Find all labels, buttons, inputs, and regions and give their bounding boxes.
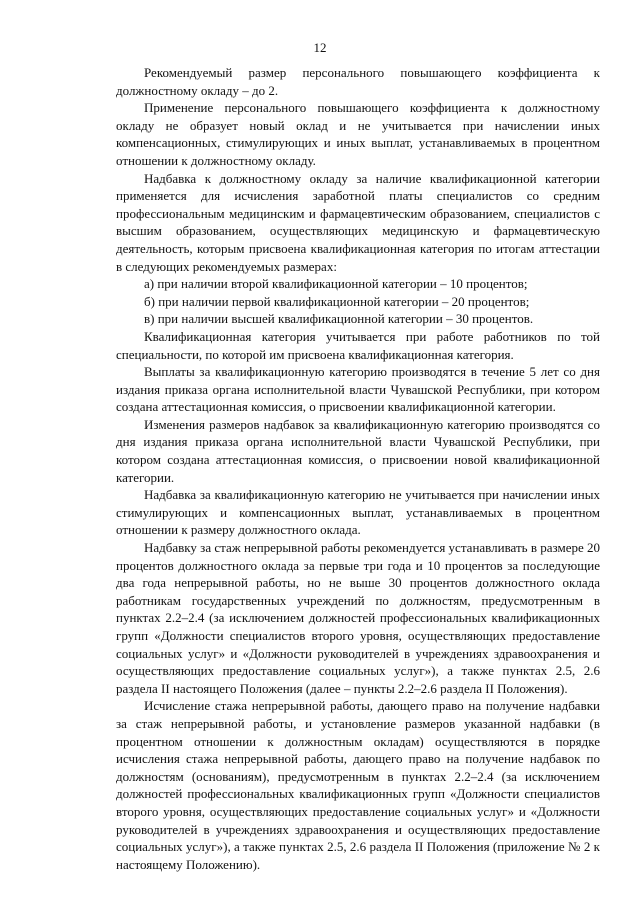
paragraph-allowance-changes: Изменения размеров надбавок за квалификационную категорию производятся со дня издания приказа органа исполнительной власти Чувашской Республики, при котором создана аттестационная комиссия, о присвоении новой квалификационной категории. — [116, 416, 600, 485]
paragraph-allowance-not-counted: Надбавка за квалификационную категорию не учитывается при начислении иных стимулирующих и компенсационных выплат, устанавливаемых в процентном отношении к размеру должностного оклада. — [116, 487, 600, 538]
paragraph-service-calculation: Исчисление стажа непрерывной работы, дающего право на получение надбавки за стаж непрерывной работы, и установление размеров указанной надбавки (в процентном отношении к должностным окладам) осуществляются в порядке исчисления стажа непрерывной работы, дающего право на получение надбавок по должностям (основаниям), предусмотренным в пунктах 2.2–2.4 (за исключением должностей профессиональных квалификационных групп «Должности специалистов второго уровня, осуществляющих предоставление социальных услуг» и «Должности руководителей в учреждениях здравоохранения и осуществляющих предоставление социальных услуг»), а также пунктах 2.5, 2.6 раздела II Положения (приложение № 2 к настоящему Положению). — [116, 698, 600, 872]
paragraph-continuous-service-allowance: Надбавку за стаж непрерывной работы рекомендуется устанавливать в размере 20 процентов должностного оклада за первые три года и 10 процентов за последующие два года непрерывной работы, но не выше 30 процентов должностного оклада работникам государственных учреждений по должностям, предусмотренным в пунктах 2.2–2.4 (за исключением должностей профессиональных квалификационных групп «Должности специалистов второго уровня, осуществляющих предоставление социальных услуг» и «Должности руководителей в учреждениях здравоохранения и осуществляющих предоставление социальных услуг»), а также пунктах 2.5, 2.6 раздела II настоящего Положения (далее – пункты 2.2–2.6 раздела II Положения). — [116, 540, 600, 696]
paragraph-personal-coefficient-size: Рекомендуемый размер персонального повышающего коэффициента к должностному окладу – до 2. — [116, 65, 600, 98]
list-item-first-category: б) при наличии первой квалификационной категории – 20 процентов; — [144, 293, 530, 309]
paragraph-personal-coefficient-application: Применение персонального повышающего коэффициента к должностному окладу не образует новый оклад и не учитывается при начислении иных компенсационных, стимулирующих и иных выплат, устанавливаемых в процентном отношении к должностному окладу. — [116, 100, 600, 168]
paragraph-category-payments-term: Выплаты за квалификационную категорию производятся в течение 5 лет со дня издания приказа органа исполнительной власти Чувашской Республики, при котором создана аттестационная комиссия, о присвоении квалификационной категории. — [116, 364, 600, 415]
list-item-second-category: а) при наличии второй квалификационной категории – 10 процентов; — [144, 276, 528, 292]
list-item-highest-category: в) при наличии высшей квалификационной категории – 30 процентов. — [144, 311, 534, 327]
page-number: 12 — [313, 40, 327, 55]
document-body — [116, 64, 600, 873]
paragraph-qualification-allowance: Надбавка к должностному окладу за наличие квалификационной категории применяется для исчисления заработной платы специалистов со средним профессиональным медицинским и фармацевтическим образованием, специалистов с высшим образованием, осуществляющих медицинскую и фармацевтическую деятельность, которым присвоена квалификационная категория по итогам аттестации в следующих рекомендуемых размерах: — [116, 170, 600, 274]
paragraph-category-specialty: Квалификационная категория учитывается при работе работников по той специальности, по которой им присвоена квалификационная категория. — [116, 328, 600, 362]
